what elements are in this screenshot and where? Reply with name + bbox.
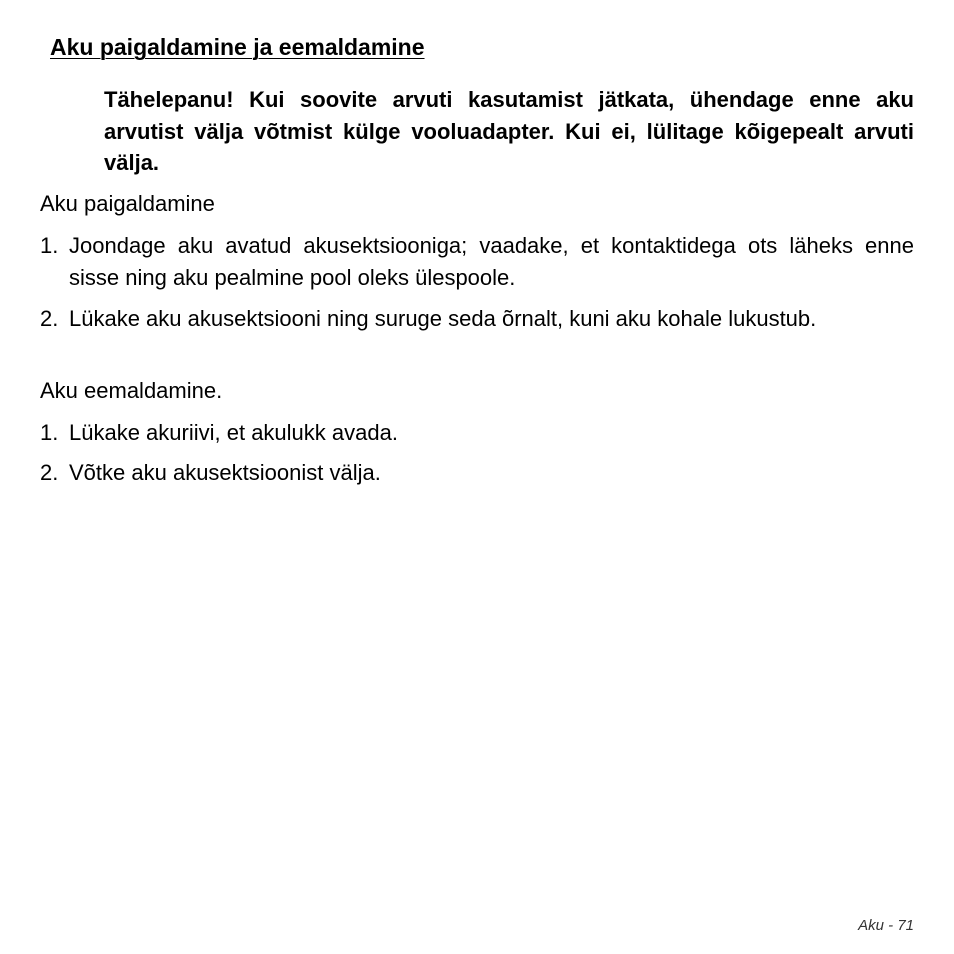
remove-title: Aku eemaldamine. [40,378,223,403]
install-title: Aku paigaldamine [40,191,215,216]
remove-step-2 [40,457,914,489]
step-number: 1. [40,420,59,445]
step-number: 2. [40,306,59,331]
page-footer [858,917,914,934]
warning-note: Tähelepanu! Kui soovite arvuti kasutamist jätkata, ühendage enne aku arvutist välja võtmist külge vooluadapter. Kui ei, lülitage kõigepealt arvuti välja. [104,87,914,175]
step-number: 2. [40,460,59,485]
step-number: 1. [40,233,59,258]
step-text: Võtke aku akusektsioonist välja. [69,460,381,485]
page-number: 71 [897,917,914,934]
install-step-1 [40,230,914,293]
install-step-2 [40,303,914,335]
step-text: Lükake akuriivi, et akulukk avada. [69,420,398,445]
section-heading: Aku paigaldamine ja eemaldamine [50,34,425,60]
remove-step-1 [40,417,914,449]
footer-section: Aku - [858,917,898,934]
step-text: Joondage aku avatud akusektsiooniga; vaadake, et kontaktidega ots läheks enne sisse ning aku pealmine pool oleks ülespoole. [69,233,914,290]
step-text: Lükake aku akusektsiooni ning suruge seda õrnalt, kuni aku kohale lukustub. [69,306,817,331]
